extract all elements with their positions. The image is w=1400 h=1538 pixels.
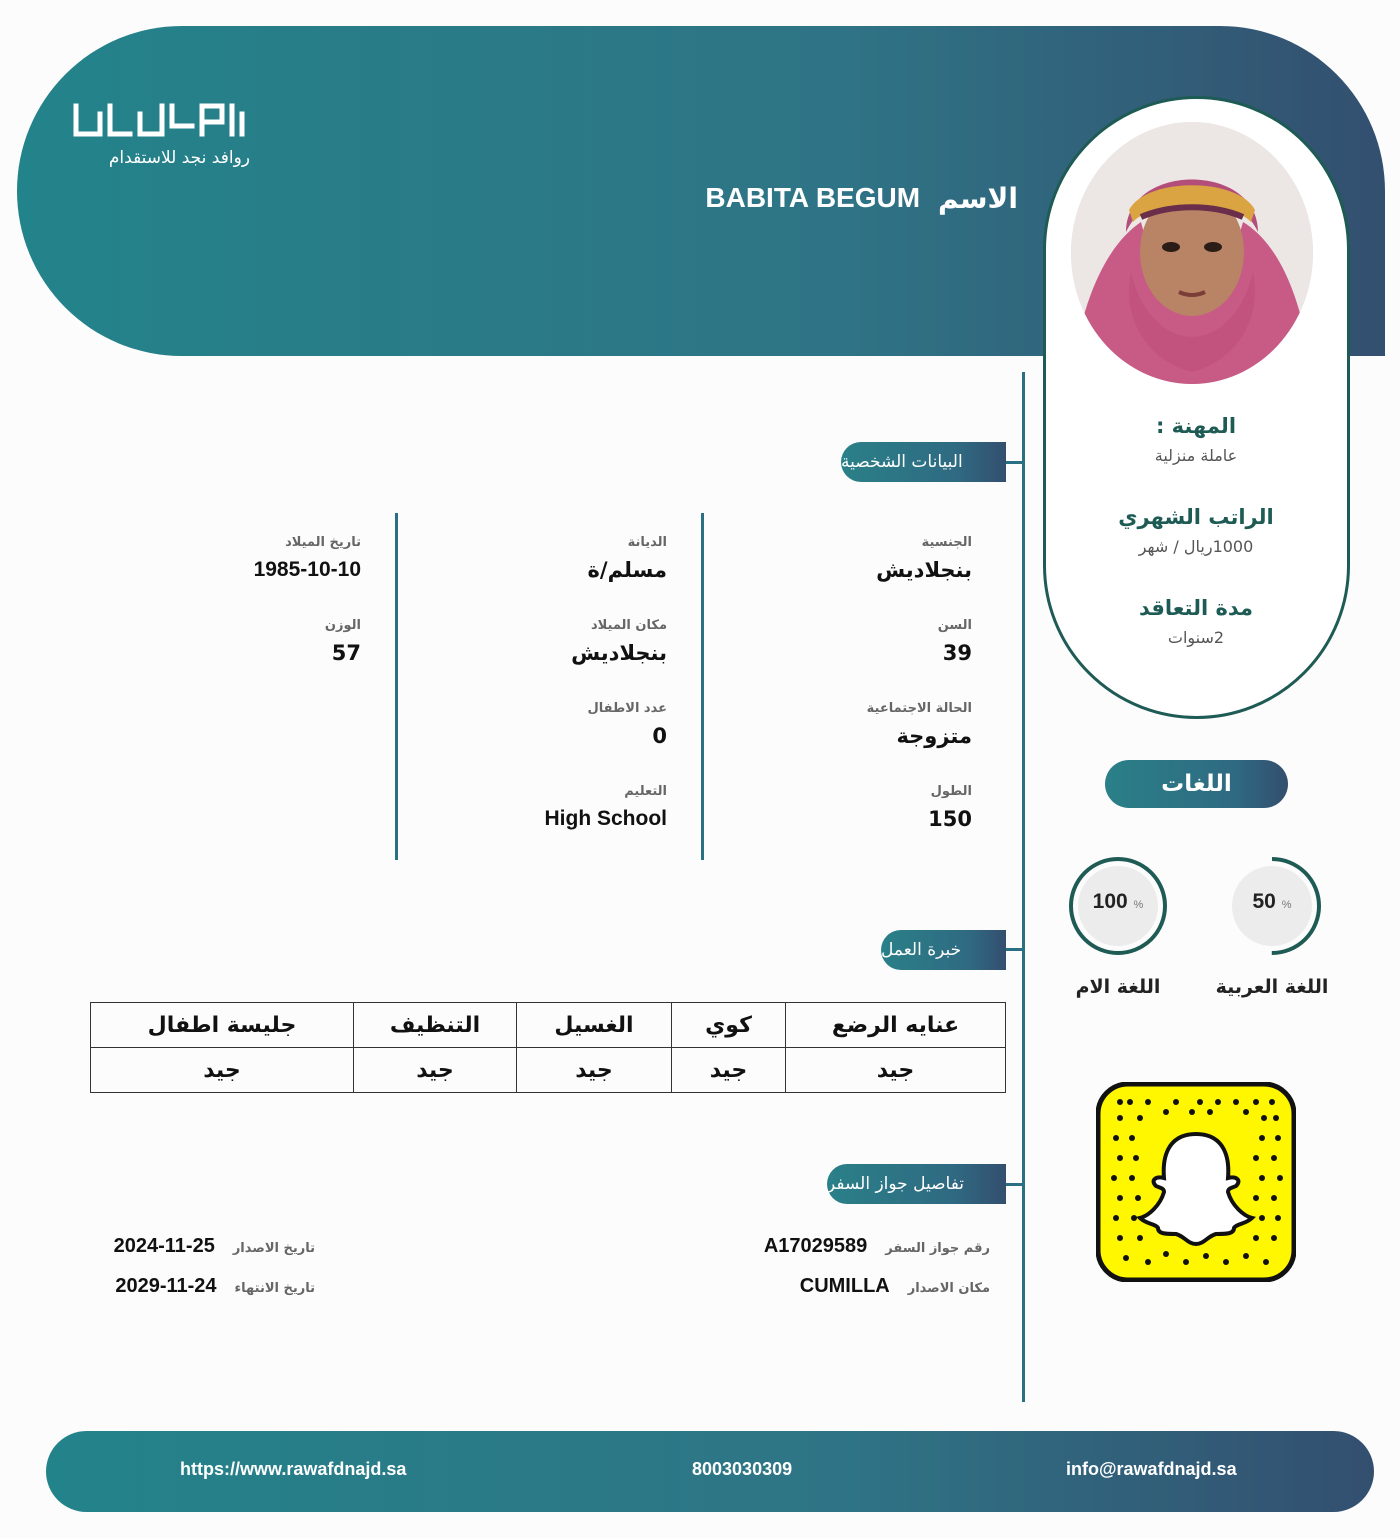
name-row: [560, 178, 1018, 218]
field-label: الوزن: [324, 618, 361, 633]
field-marital-status: [742, 701, 972, 748]
profession-block: [1060, 414, 1332, 465]
passport-place-row: [800, 1275, 990, 1298]
table-cell: جيد: [786, 1048, 1006, 1093]
field-value: 150: [928, 807, 972, 831]
field-value: 1985-10-10: [253, 558, 361, 581]
passport-place-value: CUMILLA: [799, 1275, 890, 1297]
passport-expiry-value: 2029-11-24: [115, 1275, 217, 1297]
profession-title: المهنة :: [1155, 414, 1237, 438]
field-birthdate: [131, 535, 361, 582]
column-separator: [395, 513, 398, 860]
passport-number-value: A17029589: [763, 1235, 868, 1257]
field-label: الطول: [930, 784, 972, 799]
field-label: تاريخ الميلاد: [285, 535, 361, 550]
languages-header: اللغات: [1105, 760, 1288, 808]
table-cell: جيد: [91, 1048, 354, 1093]
snapchat-ghost-icon[interactable]: [1096, 1082, 1296, 1282]
field-age: [742, 618, 972, 665]
section-experience-header: خبرة العمل: [881, 930, 1006, 970]
passport-place-label: مكان الاصدار: [907, 1281, 990, 1296]
field-value: 57: [331, 641, 361, 665]
table-row: [91, 1048, 1006, 1093]
field-birthplace: [437, 618, 667, 665]
contract-value: 2سنوات: [1167, 628, 1225, 647]
field-value: بنجلاديش: [876, 558, 972, 582]
table-cell: جيد: [354, 1048, 517, 1093]
field-education: [437, 784, 667, 831]
profession-value: عاملة منزلية: [1154, 446, 1238, 465]
field-label: الجنسية: [921, 535, 972, 550]
language-percent: 50 %: [1252, 890, 1292, 913]
field-value: متزوجة: [896, 724, 972, 748]
field-children: [437, 701, 667, 748]
section-connector: [1005, 461, 1024, 464]
table-header-row: [91, 1003, 1006, 1048]
section-passport-header: تفاصيل جواز السفر: [827, 1164, 1006, 1204]
passport-issue-label: تاريخ الاصدار: [232, 1241, 315, 1256]
field-label: التعليم: [624, 784, 667, 799]
company-logo: [70, 100, 250, 140]
salary-title: الراتب الشهري: [1118, 505, 1274, 529]
field-value: 0: [652, 724, 667, 748]
section-connector: [1005, 1183, 1024, 1186]
language-ring-native: [1068, 856, 1168, 956]
field-label: الحالة الاجتماعية: [866, 701, 972, 716]
profile-photo: [1071, 122, 1313, 384]
experience-table: [90, 1002, 1006, 1093]
table-header-cell: جليسة اطفال: [91, 1003, 354, 1048]
passport-issue-value: 2024-11-25: [113, 1235, 215, 1257]
table-header-cell: التنظيف: [354, 1003, 517, 1048]
section-personal-header: البيانات الشخصية: [841, 442, 1006, 482]
name-label: الاسم: [938, 181, 1018, 215]
passport-number-label: رقم جواز السفر: [885, 1241, 990, 1256]
language-percent: 100 %: [1092, 890, 1144, 913]
salary-block: [1060, 505, 1332, 556]
table-header-cell: الغسيل: [517, 1003, 672, 1048]
field-label: مكان الميلاد: [590, 618, 667, 633]
passport-expiry-label: تاريخ الانتهاء: [234, 1281, 315, 1296]
name-value: BABITA BEGUM: [705, 182, 921, 213]
table-cell: جيد: [672, 1048, 786, 1093]
field-value: مسلم/ة: [587, 558, 667, 582]
field-label: الديانة: [627, 535, 667, 550]
field-weight: [131, 618, 361, 665]
language-name: اللغة الام: [1075, 976, 1161, 998]
passport-issue-row: [114, 1235, 315, 1258]
footer-email-link[interactable]: info@rawafdnajd.sa: [1066, 1459, 1237, 1479]
table-header-cell: عنايه الرضع: [786, 1003, 1006, 1048]
salary-value: 1000ريال / شهر: [1138, 537, 1254, 556]
field-height: [742, 784, 972, 831]
contract-block: [1060, 596, 1332, 647]
field-value: بنجلاديش: [571, 641, 667, 665]
section-connector: [1005, 948, 1024, 951]
company-logo-text: روافد نجد للاستقدام: [108, 148, 250, 168]
contract-title: مدة التعاقد: [1138, 596, 1254, 620]
vertical-divider: [1022, 372, 1025, 1402]
language-name: اللغة العربية: [1215, 976, 1329, 998]
field-value: High School: [544, 807, 667, 830]
language-ring-arabic: [1222, 856, 1322, 956]
field-label: عدد الاطفال: [587, 701, 667, 716]
field-religion: [437, 535, 667, 582]
table-cell: جيد: [517, 1048, 672, 1093]
passport-expiry-row: [115, 1275, 315, 1298]
table-header-cell: كوي: [672, 1003, 786, 1048]
footer-website-link[interactable]: https://www.rawafdnajd.sa: [180, 1459, 407, 1479]
field-value: 39: [942, 641, 972, 665]
footer-phone[interactable]: 8003030309: [692, 1459, 793, 1479]
column-separator: [701, 513, 704, 860]
field-nationality: [742, 535, 972, 582]
field-label: السن: [937, 618, 972, 633]
passport-number-row: [764, 1235, 990, 1258]
